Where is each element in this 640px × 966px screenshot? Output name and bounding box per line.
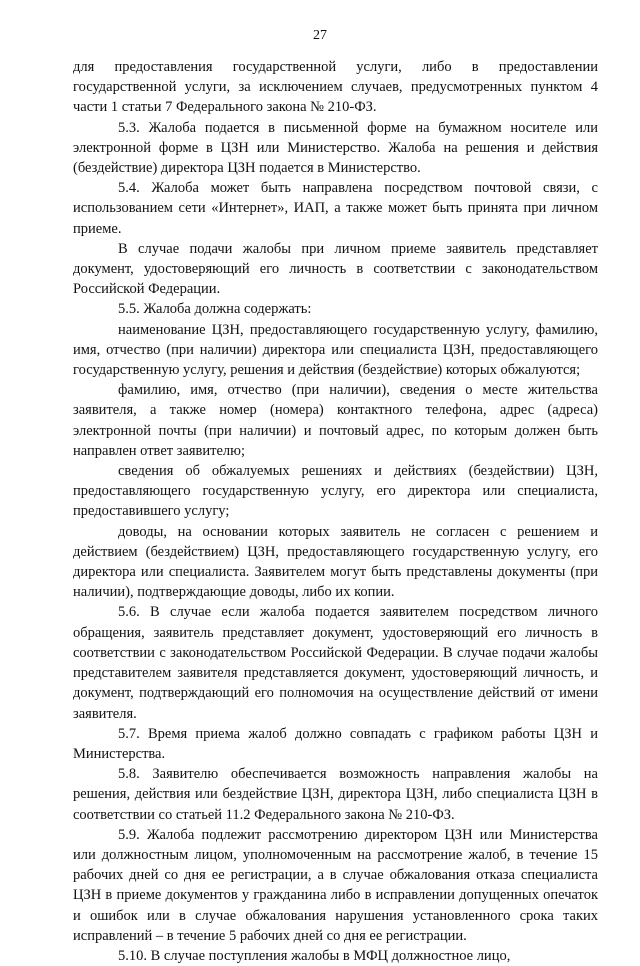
paragraph-personal-reception: В случае подачи жалобы при личном приеме заявитель представляет документ, удостоверяющий его личность в соответствии с законодательством Российской Федерации.: [73, 240, 598, 298]
paragraph-5-7: 5.7. Время приема жалоб должно совпадать с графиком работы ЦЗН и Министерства.: [73, 725, 598, 762]
list-item-czn-name: наименование ЦЗН, предоставляющего государственную услугу, фамилию, имя, отчество (при наличии) директора или специалиста ЦЗН, предоставляющего государственную услугу, решения и действия (бездействие) которых обжалуются;: [73, 321, 598, 379]
paragraph-5-9: 5.9. Жалоба подлежит рассмотрению директором ЦЗН или Министерства или должностным лицом, уполномоченным на рассмотрение жалоб, в течение 15 рабочих дней со дня ее регистрации, а в случае обжалования отказа специалиста ЦЗН в приеме документов у гражданина либо в исправлении допущенных опечаток и ошибок или в случае обжалования нарушения установленного срока таких исправлений – в течение 5 рабочих дней со дня ее регистрации.: [73, 826, 598, 944]
paragraph-5-10: 5.10. В случае поступления жалобы в МФЦ должностное лицо,: [118, 947, 511, 964]
paragraph-5-4: 5.4. Жалоба может быть направлена посредством почтовой связи, с использованием сети «Интернет», ИАП, а также может быть принята при личном приеме.: [73, 180, 598, 237]
list-item-appealed-decisions: сведения об обжалуемых решениях и действиях (бездействии) ЦЗН, предоставляющего государственную услугу, его директора или специалиста, предоставившего услугу;: [73, 463, 598, 520]
paragraph-5-6: 5.6. В случае если жалоба подается заявителем посредством личного обращения, заявитель представляет документ, удостоверяющий его личность в соответствии с законодательством Российской Федерации. В случае подачи жалобы представителем заявителя представляется документ, удостоверяющий личность, и документ, подтверждающий его полномочия на осуществление действий от имени заявителя.: [73, 604, 598, 722]
paragraph-5-8: 5.8. Заявителю обеспечивается возможность направления жалобы на решения, действия или бездействие ЦЗН, директора ЦЗН, либо специалиста ЦЗН в соответствии со статьей 11.2 Федерального закона № 210-ФЗ.: [73, 766, 598, 823]
list-item-applicant-info: фамилию, имя, отчество (при наличии), сведения о месте жительства заявителя, а также номер (номера) контактного телефона, адрес (адреса) электронной почты (при наличии) и почтовый адрес, по которым должен быть направлен ответ заявителю;: [73, 382, 598, 459]
paragraph-5-5: 5.5. Жалоба должна содержать:: [118, 301, 312, 318]
page-number: 27: [313, 28, 327, 43]
document-body: [73, 57, 598, 966]
paragraph-continuation: для предоставления государственной услуги, либо в предоставлении государственной услуги, за исключением случаев, предусмотренных пунктом 4 части 1 статьи 7 Федерального закона № 210-ФЗ.: [73, 59, 598, 116]
paragraph-5-3: 5.3. Жалоба подается в письменной форме на бумажном носителе или электронной форме в ЦЗН или Министерство. Жалоба на решения и действия (бездействие) директора ЦЗН подается в Министерство.: [73, 119, 598, 177]
list-item-arguments: доводы, на основании которых заявитель не согласен с решением и действием (бездействием) ЦЗН, предоставляющего государственную услугу, его директора или специалиста. Заявителем могут быть представлены документы (при наличии), подтверждающие доводы, либо их копии.: [73, 523, 598, 601]
